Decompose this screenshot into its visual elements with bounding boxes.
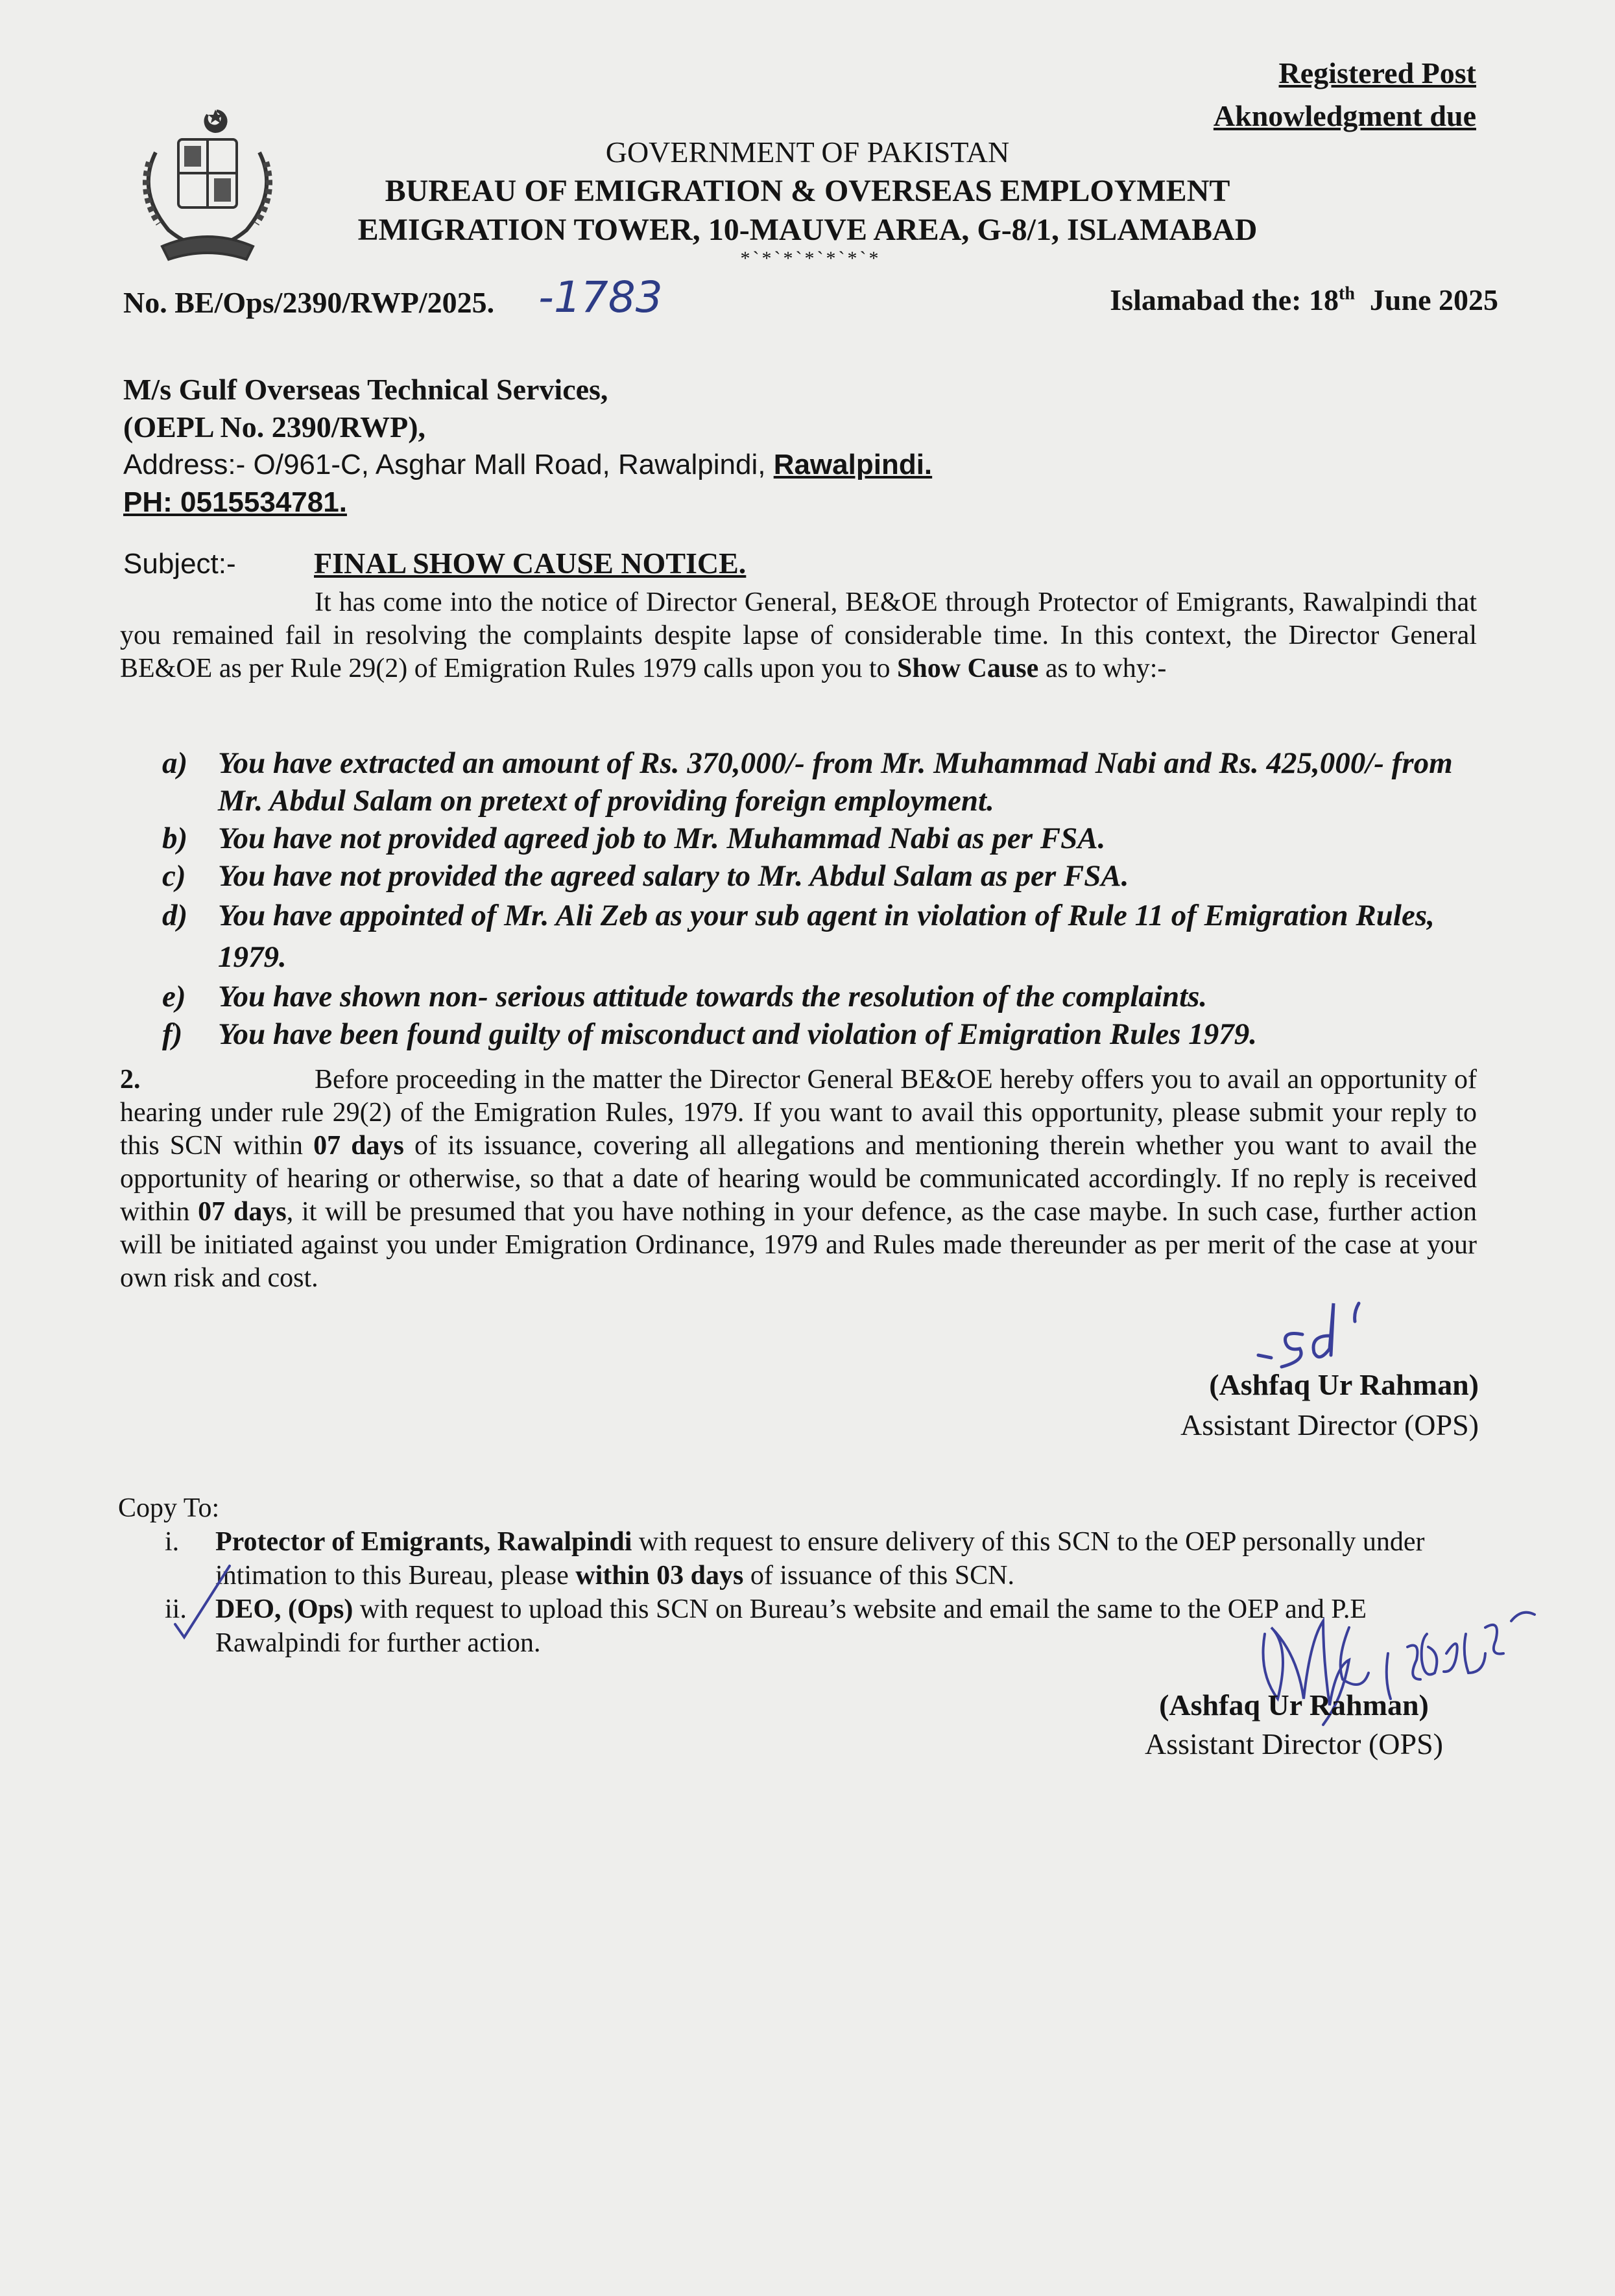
- check-mark-icon: [162, 1563, 240, 1640]
- copy-to-deadline: within 03 days: [575, 1561, 744, 1591]
- allegation-letter: b): [162, 822, 188, 855]
- allegation-text: You have been found guilty of misconduct and violation of Emigration Rules 1979.: [218, 1017, 1258, 1051]
- signatory-designation: Assistant Director (OPS): [1180, 1408, 1479, 1441]
- copy-to-number: i.: [165, 1527, 180, 1557]
- signatory-designation: Assistant Director (OPS): [1145, 1727, 1443, 1760]
- copy-to-label: Copy To:: [118, 1493, 220, 1523]
- copy-to-text-end: of issuance of this SCN.: [743, 1561, 1014, 1591]
- allegation-item: [162, 744, 1479, 820]
- letterhead-separator: *`*`*`*`*`*`*: [740, 248, 881, 269]
- signatory-name: (Ashfaq Ur Rahman): [1159, 1688, 1429, 1722]
- allegation-letter: c): [162, 859, 186, 893]
- para2-text-a: Before proceeding in the matter the Director General BE&OE hereby offers you to avail an opportunity of hearing under rule 29(2) of the Emigration Rules, 1979. If you want to avail this opportunity, please submit your reply to this SCN within: [120, 1065, 1477, 1161]
- para2-text-e: , it will be presumed that you have nothing in your defence, as the case maybe. In such case, further action will be initiated against you under Emigration Ordinance, 1979 and Rules made thereunder as per merit of the case at your own risk and cost.: [120, 1197, 1477, 1293]
- reference-number-text: No. BE/Ops/2390/RWP/2025.: [123, 286, 495, 319]
- copy-to-text: with request to ensure delivery of this SCN to the OEP personally under intimation to this Bureau, please: [215, 1527, 1425, 1591]
- addressee-address: [123, 446, 932, 484]
- allegation-text: You have not provided the agreed salary to Mr. Abdul Salam as per FSA.: [218, 859, 1129, 893]
- allegations-list: [162, 744, 1479, 1053]
- state-emblem-icon: [117, 101, 298, 276]
- allegation-letter: e): [162, 980, 186, 1013]
- reference-number: [123, 285, 494, 320]
- para1-bold: Show Cause: [896, 654, 1039, 683]
- allegation-letter: f): [162, 1017, 183, 1051]
- addressee-name: M/s Gulf Overseas Technical Services,: [123, 373, 608, 406]
- allegation-text: You have shown non- serious attitude towards the resolution of the complaints.: [218, 980, 1208, 1013]
- addressee-oepl: (OEPL No. 2390/RWP),: [123, 410, 426, 444]
- allegation-item: [162, 857, 1479, 895]
- allegation-item: [162, 820, 1479, 857]
- postal-instructions: [1191, 52, 1476, 137]
- handwritten-sd-mark: [1252, 1290, 1382, 1375]
- body-paragraph-1: [120, 586, 1477, 685]
- allegation-letter: a): [162, 746, 188, 780]
- signatory-name: (Ashfaq Ur Rahman): [1209, 1368, 1479, 1401]
- allegation-letter: d): [162, 899, 188, 932]
- allegation-text: You have appointed of Mr. Ali Zeb as your sub agent in violation of Rule 11 of Emigration Rules, 1979.: [218, 899, 1435, 974]
- allegation-text: You have not provided agreed job to Mr. Muhammad Nabi as per FSA.: [218, 822, 1106, 855]
- copy-to-recipient: DEO, (Ops): [215, 1594, 353, 1624]
- allegation-item: [162, 895, 1479, 978]
- para1-end: as to why:-: [1038, 654, 1167, 683]
- letterhead-address: EMIGRATION TOWER, 10-MAUVE AREA, G-8/1, ISLAMABAD: [357, 213, 1258, 247]
- letterhead: [272, 133, 1343, 250]
- date-prefix: Islamabad the: 18: [1110, 283, 1339, 316]
- date-month-year: June 2025: [1369, 283, 1498, 316]
- para2-text-c: of its issuance, covering all allegations and mentioning therein whether you want to avail the opportunity of hearing or otherwise, so that a date of hearing would be communicated accordingly. If no reply is received within: [120, 1131, 1477, 1227]
- letter-date: [1077, 283, 1498, 317]
- body-paragraph-2: [120, 1063, 1477, 1295]
- address-line: Address:- O/961-C, Asghar Mall Road, Rawalpindi,: [123, 449, 766, 480]
- copy-to-number: ii.: [165, 1594, 187, 1624]
- para2-deadline-1: 07 days: [313, 1131, 404, 1161]
- subject-label: Subject:-: [123, 548, 236, 580]
- address-city: Rawalpindi.: [773, 449, 933, 480]
- allegation-item: [162, 1015, 1479, 1053]
- acknowledgment-due-label: Aknowledgment due: [1213, 99, 1476, 132]
- copy-to-recipient: Protector of Emigrants, Rawalpindi: [215, 1527, 632, 1557]
- paragraph-number: 2.: [120, 1065, 141, 1095]
- handwritten-dispatch-number: -1783: [538, 272, 663, 322]
- copy-to-text: with request to upload this SCN on Bureau’s website and email the same to the OEP and P.E Rawalpindi for further action.: [215, 1594, 1367, 1658]
- allegation-text: You have extracted an amount of Rs. 370,000/- from Mr. Muhammad Nabi and Rs. 425,000/- from Mr. Abdul Salam on pretext of providing foreign employment.: [218, 746, 1453, 818]
- subject-title: FINAL SHOW CAUSE NOTICE.: [314, 547, 747, 580]
- addressee-block: [123, 371, 932, 521]
- addressee-phone: PH: 0515534781.: [123, 486, 347, 518]
- para2-deadline-2: 07 days: [198, 1197, 287, 1227]
- letterhead-bureau: BUREAU OF EMIGRATION & OVERSEAS EMPLOYMENT: [385, 174, 1230, 208]
- subject-line: [123, 546, 747, 580]
- registered-post-label: Registered Post: [1278, 56, 1476, 89]
- signature-block-1: [1064, 1365, 1479, 1445]
- date-suffix-sup: th: [1339, 283, 1355, 304]
- para1-start: It has come into the notice of Director General, BE&OE through Protector of Emigrants, Rawalpindi that you remained fail in resolving the complaints despite lapse of considerable time. In this context, the Director General BE&OE as per Rule 29(2) of Emigration Rules 1979 calls upon you to: [120, 587, 1477, 683]
- copy-to-item: [118, 1525, 1480, 1592]
- signature-block-2: [1103, 1686, 1485, 1764]
- letterhead-government: GOVERNMENT OF PAKISTAN: [605, 136, 1010, 169]
- allegation-item: [162, 978, 1479, 1015]
